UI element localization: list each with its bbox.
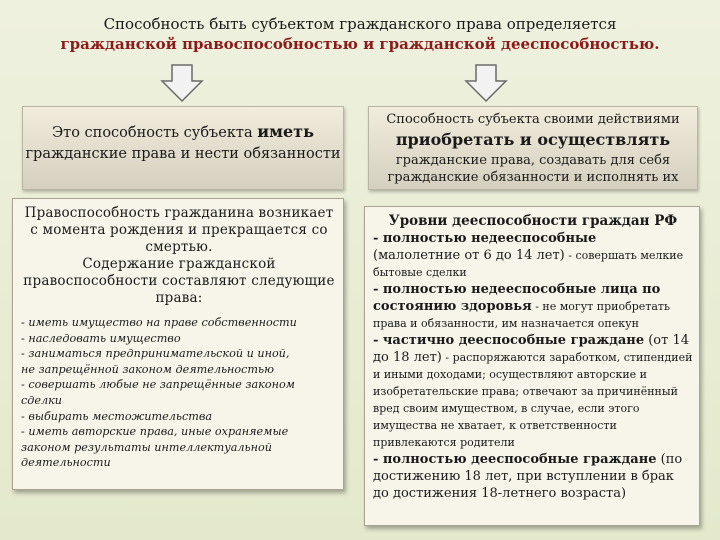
header-line-2: гражданской правоспособностью и гражданской дееспособностью. xyxy=(60,35,660,53)
down-arrow-left-icon xyxy=(160,64,204,102)
level-4-rest: (по достижению 18 лет, при вступлении в брак до достижения 18-летнего возраста) xyxy=(373,452,683,501)
legal-capacity-intro-2: Содержание гражданской правоспособности составляют следующие права: xyxy=(23,256,335,306)
rights-list-item: - наследовать имущество xyxy=(21,331,181,345)
level-1 xyxy=(373,230,693,281)
legal-capacity-definition-box xyxy=(22,106,344,190)
rights-list-item: - заниматься предпринимательской и иной, xyxy=(21,347,290,361)
levels-title: Уровни дееспособности граждан РФ xyxy=(388,213,678,229)
rights-list-item: не запрещённой законом деятельностью xyxy=(21,362,274,376)
rights-list-item: законом результаты интеллектуальной xyxy=(21,440,272,454)
level-2-note: - не могут приобретать права и обязанности, им назначается опекун xyxy=(373,300,670,330)
header-line-1: Способность быть субъектом гражданского права определяется xyxy=(103,15,617,33)
level-4 xyxy=(373,451,693,502)
level-1-note: - совершать мелкие бытовые сделки xyxy=(373,249,684,279)
level-3-note: - распоряжаются заработком, стипендией и иными доходами; осуществляют авторские и изобретательские права; отвечают за причинённый вред своим имуществом, в случае, если этого имущества не хватает, к ответственности привлекаются родители xyxy=(373,351,693,449)
rights-list-item: - иметь имущество на праве собственности xyxy=(21,316,297,329)
rights-list-item: сделки xyxy=(21,393,62,407)
capacity-levels-box xyxy=(364,206,700,526)
level-3 xyxy=(373,332,693,451)
level-2 xyxy=(373,281,693,332)
slide-header xyxy=(20,14,700,54)
capacity-emphasis: иметь xyxy=(257,122,314,141)
legal-capacity-intro xyxy=(21,205,337,307)
rights-list-item: - совершать любые не запрещённые законом xyxy=(21,378,295,392)
legal-capacity-content-box xyxy=(12,198,344,490)
capacity-pre: Это способность субъекта xyxy=(52,125,258,141)
down-arrow-right-icon xyxy=(464,64,508,102)
level-1-age: (малолетние от 6 до 14 лет) xyxy=(373,248,565,263)
ability-emphasis: приобретать и осуществлять xyxy=(395,130,671,149)
rights-list-item: - иметь авторские права, иные охраняемые xyxy=(21,425,289,439)
legal-capacity-intro-1: Правоспособность гражданина возникает с момента рождения и прекращается со смертью. xyxy=(24,205,334,255)
capacity-rest: гражданские права и нести обязанности xyxy=(25,146,341,162)
level-4-head: - полностью дееспособные граждане xyxy=(373,452,657,467)
ability-pre: Способность субъекта своими действиями xyxy=(386,112,680,127)
level-2-head: - полностью недееспособные лица по состоянию здоровья xyxy=(373,282,661,314)
level-3-age: (от 14 до 18 лет) xyxy=(373,333,689,365)
rights-list-item: деятельности xyxy=(21,456,111,470)
rights-list-item: - выбирать местожительства xyxy=(21,409,213,423)
rights-list xyxy=(21,315,337,471)
ability-rest: гражданские права, создавать для себя гражданские обязанности и исполнять их xyxy=(387,153,679,185)
level-3-head: - частично дееспособные граждане xyxy=(373,333,645,348)
active-capacity-definition-box xyxy=(368,106,698,190)
level-1-head: - полностью недееспособные xyxy=(373,231,597,246)
